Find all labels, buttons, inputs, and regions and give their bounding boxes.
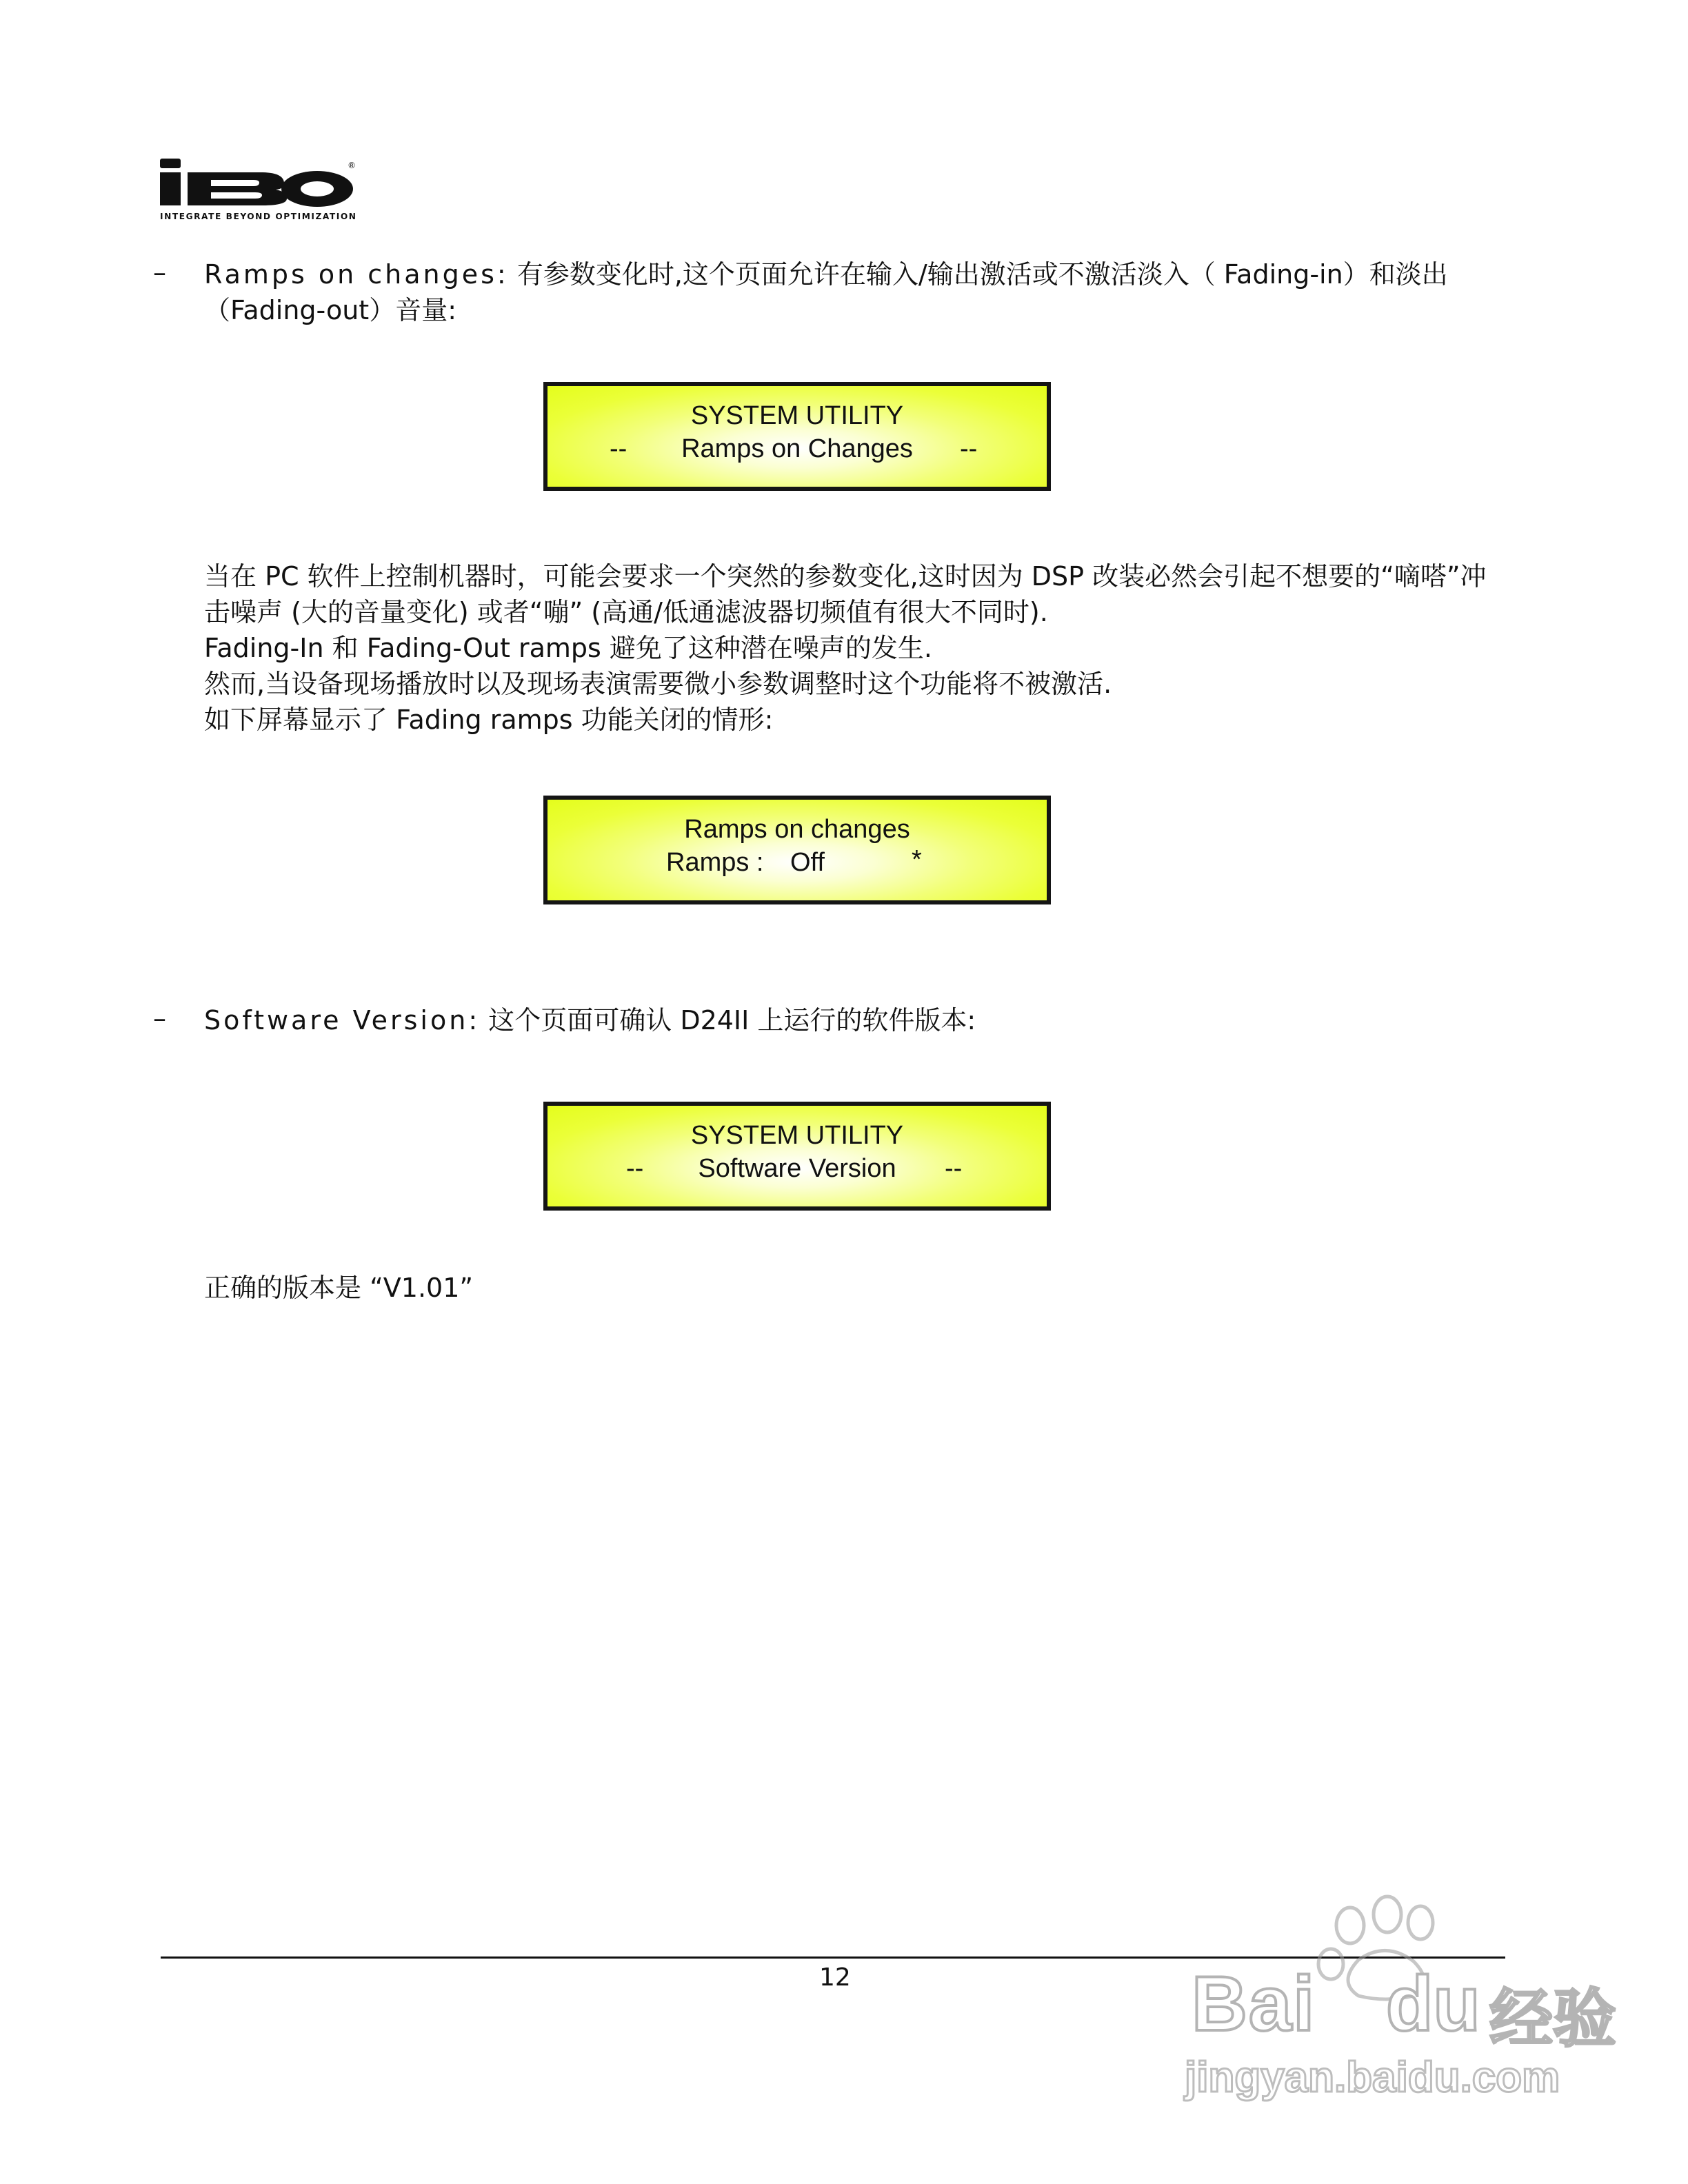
watermark-brand-jingyan: 经验 xyxy=(1489,1982,1617,2056)
logo-i-stem xyxy=(160,172,181,205)
lcd-line2-title: Software Version xyxy=(698,1154,896,1183)
version-note: 正确的版本是 “V1.01” xyxy=(204,1273,474,1303)
lcd-dash-left: -- xyxy=(610,434,627,463)
lcd-display-software-version xyxy=(543,1102,1051,1211)
lcd-line2-title: Ramps on Changes xyxy=(681,434,913,463)
bullet-dash: – xyxy=(153,257,166,287)
lcd-cursor-marker: * xyxy=(912,845,922,874)
software-version-description: 这个页面可确认 D24II 上运行的软件版本: xyxy=(488,1005,976,1035)
lcd-display-ramps-off xyxy=(543,796,1051,904)
paragraph-line2: 击噪声 (大的音量变化) 或者“嘣” (高通/低通滤波器切频值有很大不同时). xyxy=(204,597,1048,627)
lcd-line1: Ramps on changes xyxy=(684,815,910,844)
lcd-dash-right: -- xyxy=(960,434,978,463)
paragraph-line3: Fading-In 和 Fading-Out ramps 避免了这种潜在噪声的发生. xyxy=(204,633,932,663)
watermark-brand-du: du xyxy=(1386,1961,1480,2047)
paragraph-line5: 如下屏幕显示了 Fading ramps 功能关闭的情形: xyxy=(204,705,774,735)
logo-i-dot xyxy=(160,159,181,168)
bullet-dash: – xyxy=(153,1003,166,1033)
lcd-ramps-label: Ramps : xyxy=(666,848,764,877)
logo-registered: ® xyxy=(348,161,356,170)
ramps-term: Ramps on changes: xyxy=(204,259,509,290)
ibo-logo xyxy=(157,157,357,226)
lcd-display-ramps xyxy=(543,382,1051,491)
watermark-url: jingyan.baidu.com xyxy=(1185,2054,1560,2101)
lcd-line1: SYSTEM UTILITY xyxy=(690,401,904,430)
paragraph-line1: 当在 PC 软件上控制机器时，可能会要求一个突然的参数变化,这时因为 DSP 改装必然会引起不想要的“嘀嗒”冲 xyxy=(204,561,1487,592)
section2-line xyxy=(204,1002,976,1038)
ramps-description: 有参数变化时,这个页面允许在输入/输出激活或不激活淡入（ Fading-in）和淡出 xyxy=(516,259,1448,290)
logo-tagline: INTEGRATE BEYOND OPTIMIZATION xyxy=(160,212,356,221)
lcd-ramps-value: Off xyxy=(790,848,825,877)
page-number: 12 xyxy=(819,1963,851,1992)
watermark-brand-bai: Bai xyxy=(1192,1961,1316,2047)
lcd-dash-right: -- xyxy=(945,1154,963,1183)
lcd-dash-left: -- xyxy=(626,1154,644,1183)
section1-line1 xyxy=(204,256,1448,292)
ramps-description-cont: （Fading-out）音量: xyxy=(204,295,456,325)
software-version-term: Software Version: xyxy=(204,1005,481,1035)
logo-b-shape xyxy=(188,172,287,205)
lcd-line1: SYSTEM UTILITY xyxy=(690,1121,904,1150)
paragraph-line4: 然而,当设备现场播放时以及现场表演需要微小参数调整时这个功能将不被激活. xyxy=(204,669,1112,699)
